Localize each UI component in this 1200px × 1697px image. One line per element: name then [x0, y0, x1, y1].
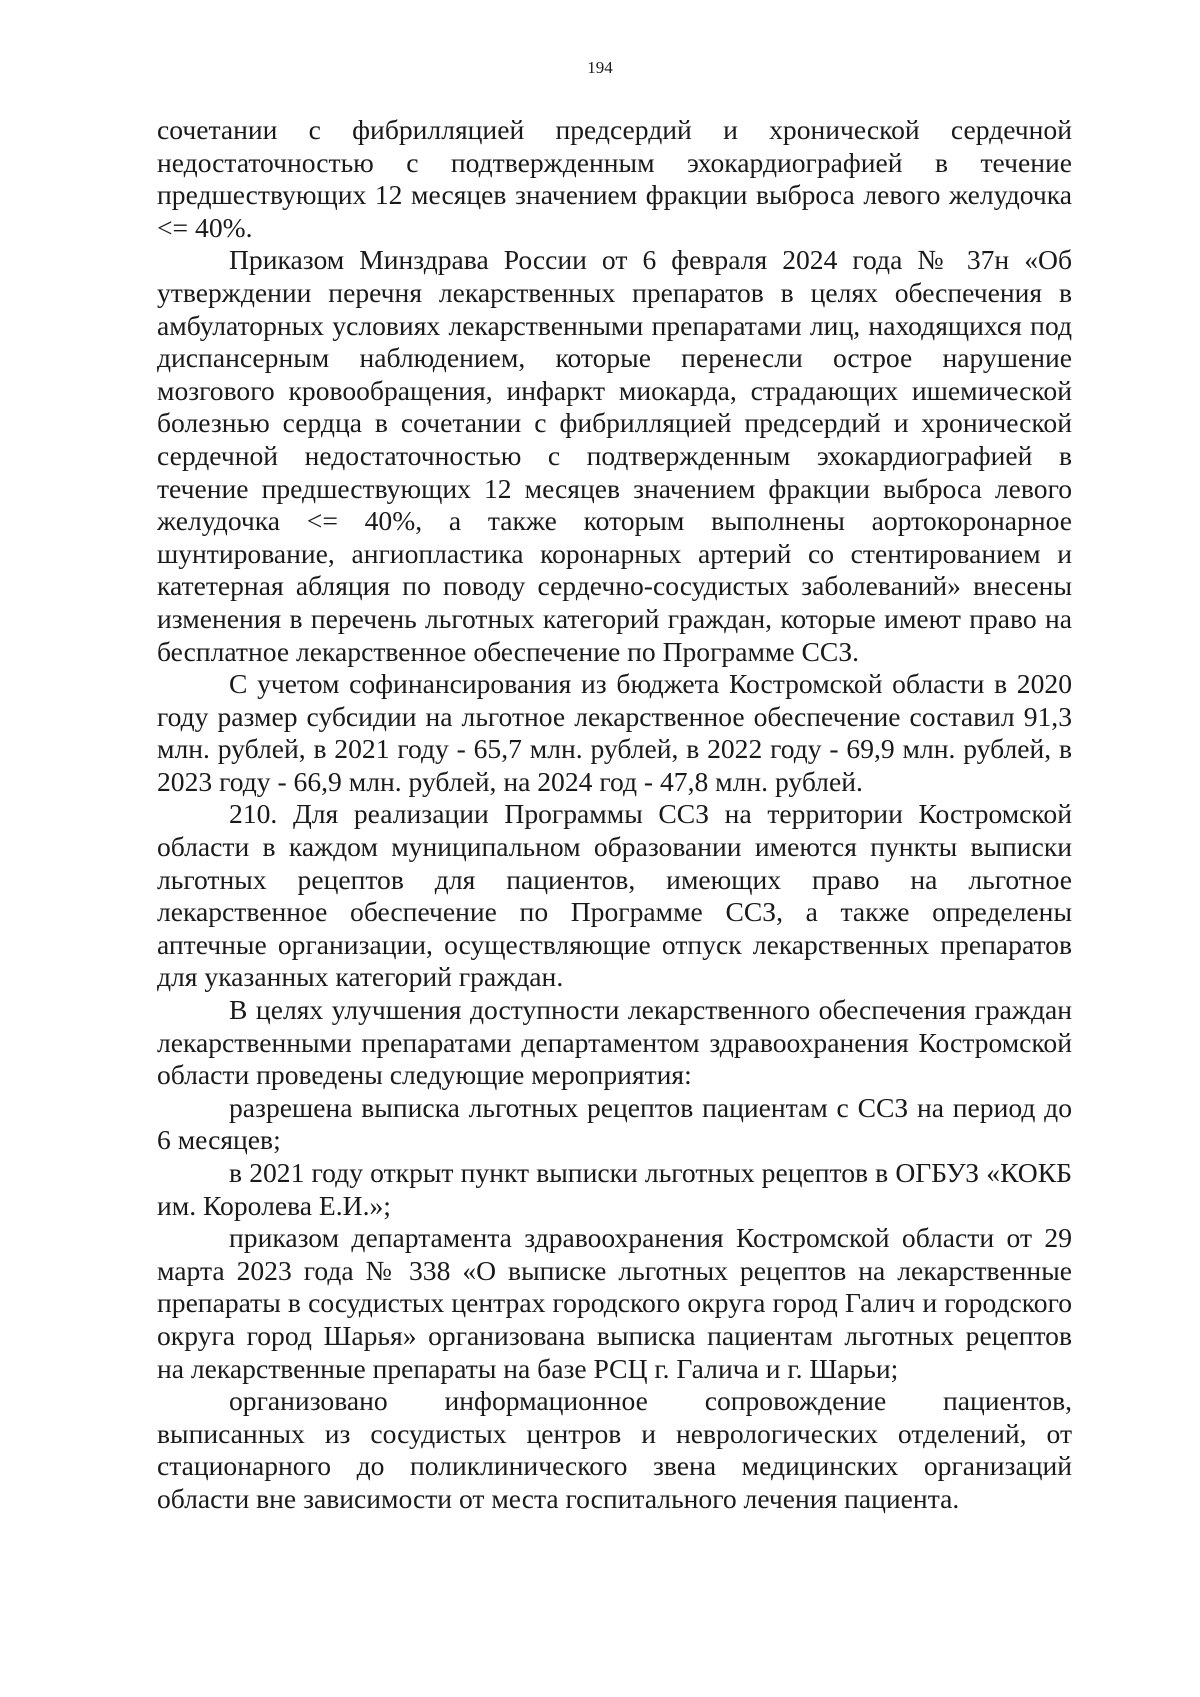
- document-body: [157, 114, 1072, 1516]
- paragraph-continuation: сочетании с фибрилляцией предсердий и хронической сердечной недостаточностью с подтвержденным эхокардиографией в течение предшествующих 12 месяцев значением фракции выброса левого желудочка <= 40%.: [157, 114, 1072, 243]
- list-item-prescription-period: разрешена выписка льготных рецептов пациентам с ССЗ на период до 6 месяцев;: [157, 1091, 1072, 1156]
- paragraph-subsidy: С учетом софинансирования из бюджета Костромской области в 2020 году размер субсидии на льготное лекарственное обеспечение составил 91,3 млн. рублей, в 2021 году - 65,7 млн. рублей, в 2022 году - 69,9 млн. рублей, в 2023 году - 66,9 млн. рублей, на 2024 год - 47,8 млн. рублей.: [157, 668, 1072, 797]
- paragraph-210: 210. Для реализации Программы ССЗ на территории Костромской области в каждом муниципальном образовании имеются пункты выписки льготных рецептов для пациентов, имеющих право на льготное лекарственное обеспечение по Программе ССЗ, а также определены аптечные организации, осуществляющие отпуск лекарственных препаратов для указанных категорий граждан.: [157, 798, 1072, 993]
- page-number: 194: [587, 58, 613, 77]
- list-item-kokb-point: в 2021 году открыт пункт выписки льготных рецептов в ОГБУЗ «КОКБ им. Королева Е.И.»;: [157, 1157, 1072, 1221]
- list-item-order-338: приказом департамента здравоохранения Костромской области от 29 марта 2023 года № 338 «О выписке льготных рецептов на лекарственные препараты в сосудистых центрах городского округа город Галич и городского округа город Шарья» организована выписка пациентам льготных рецептов на лекарственные препараты на базе РСЦ г. Галича и г. Шарьи;: [157, 1222, 1072, 1384]
- paragraph-order-37n: Приказом Минздрава России от 6 февраля 2024 года № 37н «Об утверждении перечня лекарственных препаратов в целях обеспечения в амбулаторных условиях лекарственными препаратами лиц, находящихся под диспансерным наблюдением, которые перенесли острое нарушение мозгового кровообращения, инфаркт миокарда, страдающих ишемической болезнью сердца в сочетании с фибрилляцией предсердий и хронической сердечной недостаточностью с подтвержденным эхокардиографией в течение предшествующих 12 месяцев значением фракции выброса левого желудочка <= 40%, а также которым выполнены аортокоронарное шунтирование, ангиопластика коронарных артерий со стентированием и катетерная абляция по поводу сердечно-сосудистых заболеваний» внесены изменения в перечень льготных категорий граждан, которые имеют право на бесплатное лекарственное обеспечение по Программе ССЗ.: [157, 244, 1072, 667]
- list-item-information-support: организовано информационное сопровождение пациентов, выписанных из сосудистых центров и неврологических отделений, от стационарного до поликлинического звена медицинских организаций области вне зависимости от места госпитального лечения пациента.: [157, 1385, 1072, 1514]
- paragraph-measures-intro: В целях улучшения доступности лекарственного обеспечения граждан лекарственными препаратами департаментом здравоохранения Костромской области проведены следующие мероприятия:: [157, 994, 1072, 1091]
